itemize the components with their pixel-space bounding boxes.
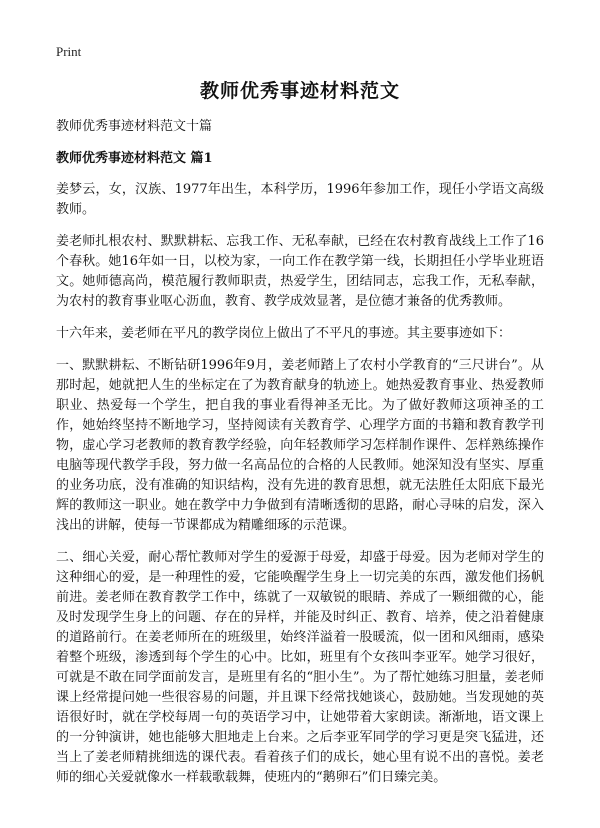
paragraph-summary: 姜老师扎根农村、默默耕耘、忘我工作、无私奉献，已经在农村教育战线上工作了16个春秋。她16年如一日，以校为家，一向工作在教学第一线，长期担任小学毕业班语文。她师德高尚，模范履行教师职责，热爱学生，团结同志，忘我工作，无私奉献，为农村的教育事业呕心沥血，教育、教学成效显著，是位德才兼备的优秀教师。 [56,234,544,309]
section-heading: 教师优秀事迹材料范文 篇1 [56,151,213,166]
paragraph-transition: 十六年来，姜老师在平凡的教学岗位上做出了不平凡的事迹。其主要事迹如下： [56,326,512,341]
document-title: 教师优秀事迹材料范文 [199,80,400,102]
paragraph-section-two: 二、细心关爱，耐心帮忙教师对学生的爱源于母爱，却盛于母爱。因为老师对学生的这种细心的爱，是一种理性的爱，它能唤醒学生身上一切完美的东西，激发他们扬帆前进。姜老师在教育教学工作中，练就了一双敏锐的眼睛、养成了一颗细微的心，能及时发现学生身上的问题、存在的异样，并能及时纠正、教育、培养，使之沿着健康的道路前行。在姜老师所在的班级里，始终洋溢着一股暖流，似一团和风细雨，感染着整个班级，渗透到每个学生的心中。比如，班里有个女孩叫李亚军。她学习很好，可就是不敢在同学面前发言，是班里有名的“胆小生”。为了帮忙她练习胆量，姜老师课上经常提问她一些很容易的问题，并且课下经常找她谈心，鼓励她。当发现她的英语很好时，就在学校每周一句的英语学习中，让她带着大家朗读。渐渐地，语文课上的一分钟演讲，她也能够大胆地走上台来。之后李亚军同学的学习更是突飞猛进，还当上了姜老师精挑细选的课代表。看着孩子们的成长，她心里有说不出的喜悦。姜老师的细心关爱就像水一样载歌载舞，使班内的“鹅卵石”们日臻完美。 [56,550,544,785]
paragraph-intro: 姜梦云，女，汉族、1977年出生，本科学历，1996年参加工作，现任小学语文高级教师。 [56,182,544,217]
paragraph-section-one: 一、默默耕耘、不断钻研1996年9月，姜老师踏上了农村小学教育的“三尺讲台”。从那时起，她就把人生的坐标定在了为教育献身的轨迹上。她热爱教育事业、热爱教师职业、热爱每一个学生，把自我的事业看得神圣无比。为了做好教师这项神圣的工作，她始终坚持不断地学习，坚持阅读有关教育学、心理学方面的书籍和教育教学刊物，虚心学习老教师的教育教学经验，向年轻教师学习怎样制作课件、怎样熟练操作电脑等现代教学手段，努力做一名高品位的合格的人民教师。她深知没有坚实、厚重的业务功底，没有准确的知识结构，没有先进的教育思想，就无法胜任太阳底下最光辉的教师这一职业。她在教学中力争做到有清晰透彻的思路，耐心寻味的启发，深入浅出的讲解，使每一节课都成为精雕细琢的示范课。 [56,358,544,533]
document-subtitle: 教师优秀事迹材料范文十篇 [56,119,213,134]
print-link[interactable]: Print [56,44,82,59]
